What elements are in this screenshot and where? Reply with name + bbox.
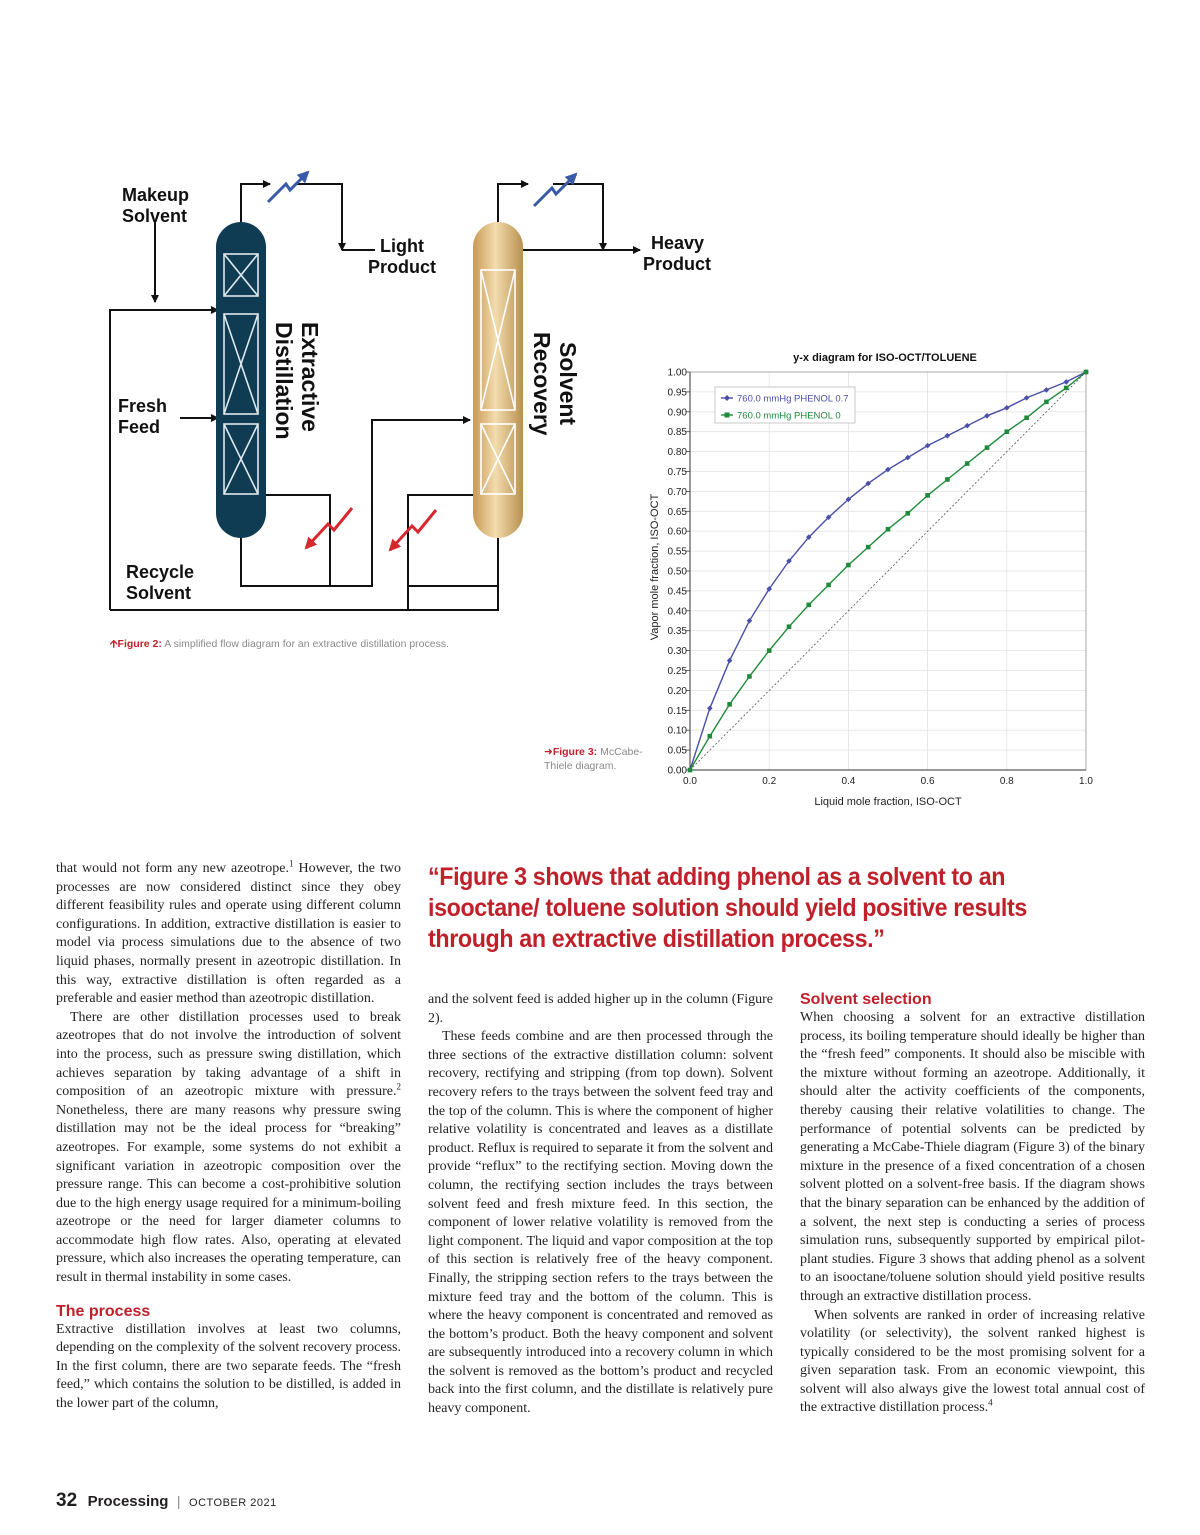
extractive-distillation-column bbox=[216, 222, 266, 538]
label-heavy-2: Product bbox=[643, 254, 712, 274]
mccabe-thiele-chart bbox=[640, 345, 1110, 815]
section-heading-solvent-selection: Solvent selection bbox=[800, 991, 932, 1008]
y-tick-label: 0.15 bbox=[667, 705, 687, 717]
label-light-1: Light bbox=[380, 236, 424, 256]
label-recycle-1: Recycle bbox=[126, 562, 195, 582]
label-col1-1: Extractive bbox=[297, 322, 323, 432]
paragraph: These feeds combine and are then processed through the three sections of the extractive distillation column: solvent recovery, rectifying and stripping (from top down). Solvent recovery refers to the trays between the solvent feed tray and the top of the column. This is where the component of higher relative volatility is concentrated and leaves as a distillate product. Reflux is required to separate it from the solvent and provide “reflux” to the rectifying section. Moving down the column, the rectifying section includes the trays between solvent feed and fresh mixture feed. In this section, the component of lower relative volatility is removed from the light component. The liquid and vapor composition at the top of this section is relatively free of the heavy component. Finally, the stripping section refers to the trays between the mixture feed tray and the bottom of the column. This is where the heavy component is concentrated and removed as the bottom’s product. Both the heavy component and solvent are subsequently introduced into a recovery column in which the solvent is removed as the bottom’s product and recycled back into the first column, and the distillate is relatively pure heavy component. bbox=[428, 1029, 773, 1417]
arrow-up-icon: 🡩 bbox=[110, 638, 118, 650]
y-tick-label: 0.05 bbox=[667, 745, 687, 757]
data-point bbox=[1024, 415, 1029, 420]
label-makeup-2: Solvent bbox=[122, 206, 188, 226]
y-tick-label: 0.90 bbox=[667, 407, 687, 419]
y-tick-label: 0.60 bbox=[667, 526, 687, 538]
x-tick-label: 0.2 bbox=[762, 776, 777, 787]
x-tick-label: 0.6 bbox=[920, 776, 935, 787]
page-number: 32 bbox=[56, 1490, 78, 1511]
data-point bbox=[787, 624, 792, 629]
chart-title: y-x diagram for ISO-OCT/TOLUENE bbox=[793, 352, 977, 364]
x-tick-label: 0.0 bbox=[683, 776, 697, 787]
y-tick-label: 0.50 bbox=[667, 566, 687, 578]
data-point bbox=[906, 511, 911, 516]
label-recycle-2: Solvent bbox=[126, 583, 192, 603]
paragraph: There are other distillation processes used to break azeotropes that do not involve the introduction of solvent into the process, such as pressure swing distillation, which achieves separation by taking advantage of a shift in composition of an azeotropic mixture with pressure.$^2$ Nonetheless, there are many reasons why pressure swing distillation may not be the ideal process for “breaking” azeotropes. For example, some systems do not exhibit a significant variation in azeotropic composition over the pressure range. This can become a cost-prohibitive solution due to the high energy usage required for a minimum-boiling azeotrope or the need for larger diameter columns to accommodate high flow rates. Also, operating at elevated pressure, which also increases the operating temperature, can result in thermal instability in some cases. bbox=[56, 1009, 401, 1286]
magazine-name: Processing bbox=[87, 1493, 169, 1510]
arrow-right-icon: ➜ bbox=[544, 746, 553, 758]
data-point bbox=[826, 583, 831, 588]
text-column-3 bbox=[800, 990, 1145, 1418]
data-point bbox=[984, 413, 990, 419]
footer-separator: | bbox=[176, 1493, 181, 1509]
legend-entry-phenol-07: 760.0 mmHg PHENOL 0.7 bbox=[737, 393, 849, 405]
paragraph: Extractive distillation involves at least two columns, depending on the complexity of the solvent recovery process. In the first column, there are two separate feeds. The “fresh feed,” which contains the solution to be distilled, is added in the lower part of the column, bbox=[56, 1321, 401, 1412]
label-light-2: Product bbox=[368, 257, 437, 277]
label-col2-2: Recovery bbox=[529, 332, 555, 436]
y-tick-label: 0.95 bbox=[667, 387, 687, 399]
chart-xlabel: Liquid mole fraction, ISO-OCT bbox=[814, 796, 962, 808]
data-point bbox=[945, 433, 951, 439]
x-tick-label: 0.8 bbox=[999, 776, 1014, 787]
paragraph: When choosing a solvent for an extractive distillation process, its boiling temperature should ideally be higher than the “fresh feed” components. It should also be miscible with the mixture without forming an azeotrope. Additionally, it should alter the activity coefficients of the components, thereby causing their relative volatilities to change. The performance of potential solvents can be predicted by generating a McCabe-Thiele diagram (Figure 3) of the binary mixture in the presence of a fixed concentration of a chosen solvent plotted on a solvent-free basis. If the diagram shows that the binary separation can be enhanced by the addition of a solvent, the next step is conducting a series of process simulation runs, subsequently supported by empirical pilot-plant studies. Figure 3 shows that adding phenol as a solvent to an isooctane/toluene solution should yield positive results through an extractive distillation process. bbox=[800, 1010, 1145, 1304]
figure2-caption: 🡩Figure 2: A simplified flow diagram for an extractive distillation process. bbox=[110, 638, 450, 650]
data-point bbox=[1063, 379, 1069, 385]
data-point bbox=[767, 648, 772, 653]
data-point bbox=[985, 445, 990, 450]
data-point bbox=[708, 734, 713, 739]
y-tick-label: 0.10 bbox=[667, 725, 687, 737]
y-tick-label: 0.65 bbox=[667, 506, 687, 518]
y-tick-label: 0.80 bbox=[667, 447, 687, 459]
y-tick-label: 0.85 bbox=[667, 427, 687, 439]
data-point bbox=[886, 527, 891, 532]
data-point bbox=[964, 423, 970, 429]
label-fresh-1: Fresh bbox=[118, 396, 168, 416]
data-point bbox=[727, 702, 732, 707]
paragraph: When solvents are ranked in order of increasing relative volatility (or selectivity), the solvent ranked highest is typically considered to be the most promising solvent for a given separation task. From an economic viewpoint, this solvent will also always give the lowest total annual cost of the extractive distillation process.$^4$ bbox=[800, 1307, 1145, 1416]
data-point bbox=[1004, 405, 1010, 411]
flow-diagram bbox=[100, 150, 712, 630]
legend-entry-phenol-0: 760.0 mmHg PHENOL 0 bbox=[737, 410, 841, 422]
condenser-icon bbox=[268, 172, 308, 202]
issue-date: OCTOBER 2021 bbox=[189, 1497, 277, 1509]
data-point bbox=[945, 477, 950, 482]
pull-quote: “Figure 3 shows that adding phenol as a solvent to an isooctane/ toluene solution should yield positive results through an extractive distillation process.” bbox=[428, 863, 1027, 953]
y-tick-label: 0.25 bbox=[667, 666, 687, 677]
x-tick-label: 0.4 bbox=[841, 776, 856, 787]
data-point bbox=[866, 545, 871, 550]
y-tick-label: 0.20 bbox=[667, 685, 687, 697]
y-tick-label: 0.35 bbox=[667, 626, 687, 638]
reboiler-icon bbox=[390, 510, 436, 550]
data-point bbox=[1064, 386, 1069, 391]
y-tick-label: 0.30 bbox=[667, 646, 687, 658]
data-point bbox=[965, 461, 970, 466]
data-point bbox=[807, 603, 812, 608]
solvent-recovery-column bbox=[473, 222, 523, 538]
section-heading-the-process: The process bbox=[56, 1302, 151, 1320]
label-makeup-1: Makeup bbox=[122, 185, 190, 205]
figure3-caption: ➜Figure 3: McCabe- Thiele diagram. bbox=[544, 746, 643, 772]
label-col1-2: Distillation bbox=[271, 322, 297, 440]
condenser-icon bbox=[534, 174, 576, 206]
data-point bbox=[925, 493, 930, 498]
label-col2-1: Solvent bbox=[555, 342, 581, 426]
y-tick-label: 0.55 bbox=[667, 546, 687, 558]
data-point bbox=[747, 674, 752, 679]
data-point bbox=[1084, 370, 1089, 375]
data-point bbox=[846, 563, 851, 568]
paragraph: and the solvent feed is added higher up in the column (Figure 2). bbox=[428, 992, 773, 1026]
y-tick-label: 0.45 bbox=[667, 586, 687, 598]
chart-ylabel: Vapor mole fraction, ISO-OCT bbox=[649, 493, 661, 641]
paragraph: that would not form any new azeotrope.$^1$ However, the two processes are now considered distinct since they obey different feasibility rules and operate using different column configurations. In addition, extractive distillation is easier to model via process simulations due to the absence of two liquid phases, normally present in azeotropic distillation. In this way, extractive distillation is often regarded as a preferable and easier method than azeotropic distillation. bbox=[56, 858, 402, 1007]
label-fresh-2: Feed bbox=[118, 417, 161, 437]
data-point bbox=[727, 658, 733, 664]
data-point bbox=[1024, 395, 1030, 401]
chart-legend bbox=[715, 387, 855, 423]
y-tick-label: 0.70 bbox=[667, 486, 687, 498]
data-point bbox=[1005, 429, 1010, 434]
y-tick-label: 1.00 bbox=[667, 367, 687, 379]
data-point bbox=[688, 768, 693, 773]
text-column-2 bbox=[428, 991, 773, 1419]
page-footer bbox=[56, 1490, 277, 1512]
text-column-1 bbox=[56, 860, 401, 1414]
label-heavy-1: Heavy bbox=[651, 233, 705, 253]
y-tick-label: 0.75 bbox=[667, 467, 687, 478]
y-tick-label: 0.00 bbox=[667, 765, 687, 777]
data-point bbox=[1044, 400, 1049, 405]
x-tick-label: 1.0 bbox=[1079, 776, 1093, 787]
y-tick-label: 0.40 bbox=[667, 606, 687, 618]
